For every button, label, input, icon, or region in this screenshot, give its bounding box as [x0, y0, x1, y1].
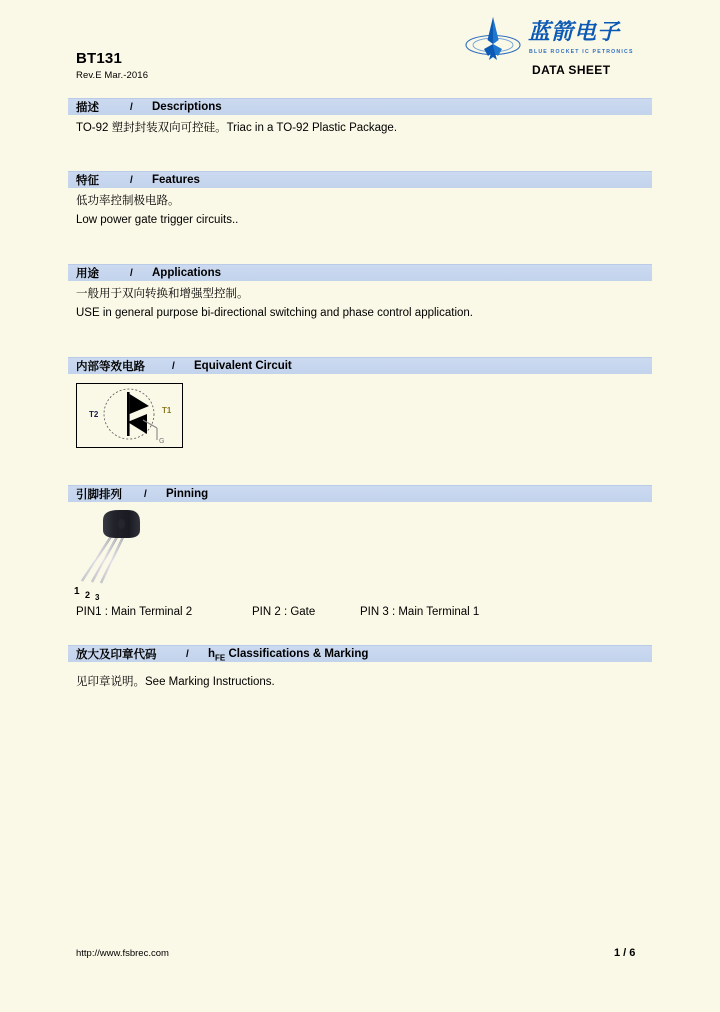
- pin3-description: PIN 3 : Main Terminal 1: [360, 606, 480, 618]
- lead-number-2: 2: [85, 590, 91, 600]
- svg-text:G: G: [159, 438, 165, 445]
- part-number: BT131: [76, 50, 123, 67]
- section-title-cn: 放大及印章代码: [76, 647, 157, 661]
- lead-number-1: 1: [74, 586, 80, 597]
- section-separator: /: [130, 268, 133, 279]
- section-title-en: Features: [152, 174, 200, 186]
- footer-url[interactable]: http://www.fsbrec.com: [76, 948, 169, 959]
- hfe-symbol-h: h: [208, 648, 216, 660]
- features-line-2: Low power gate trigger circuits..: [76, 214, 239, 226]
- section-header-pinning: [68, 485, 652, 502]
- hfe-title-rest: Classifications & Marking: [225, 648, 369, 660]
- company-name-en: BLUE ROCKET IC PETRONICS: [529, 49, 634, 55]
- company-logo-block: [454, 16, 654, 82]
- features-line-1: 低功率控制极电路。: [76, 195, 180, 207]
- section-title-en: Equivalent Circuit: [194, 360, 292, 372]
- pin2-description: PIN 2 : Gate: [252, 606, 316, 618]
- descriptions-line-1: TO-92 塑封封装双向可控硅。Triac in a TO-92 Plastic Package.: [76, 122, 398, 134]
- equivalent-circuit-diagram: [76, 383, 183, 448]
- svg-text:T1: T1: [162, 406, 172, 415]
- footer-page-number: 1 / 6: [614, 947, 636, 959]
- section-header-applications: [68, 264, 652, 281]
- lead-number-3: 3: [95, 593, 100, 602]
- section-title-cn: 引脚排列: [76, 487, 122, 501]
- section-title-en: [208, 647, 368, 665]
- applications-line-2: USE in general purpose bi-directional switching and phase control application.: [76, 307, 473, 319]
- section-title-en: Applications: [152, 267, 222, 279]
- section-separator: /: [186, 649, 189, 660]
- section-separator: /: [172, 361, 175, 372]
- svg-text:T2: T2: [89, 410, 99, 419]
- page-header: [0, 0, 720, 92]
- section-header-equivalent-circuit: [68, 357, 652, 374]
- to92-package-image: [72, 508, 178, 590]
- section-title-cn: 特征: [76, 173, 99, 187]
- hfe-line-1: 见印章说明。See Marking Instructions.: [76, 676, 275, 688]
- company-name-cn: 蓝箭电子: [528, 20, 621, 45]
- section-separator: /: [130, 102, 133, 113]
- rocket-orbit-icon: [462, 16, 524, 70]
- section-separator: /: [130, 175, 133, 186]
- section-title-en: Descriptions: [152, 101, 222, 113]
- section-header-features: [68, 171, 652, 188]
- hfe-symbol-sub: FE: [215, 653, 226, 663]
- section-title-en: Pinning: [166, 488, 209, 500]
- section-header-descriptions: [68, 98, 652, 115]
- data-sheet-label: DATA SHEET: [532, 63, 611, 77]
- applications-line-1: 一般用于双向转换和增强型控制。: [76, 288, 249, 300]
- section-header-hfe-classifications: [68, 645, 652, 662]
- revision-label: Rev.E Mar.-2016: [76, 70, 149, 81]
- section-title-cn: 描述: [76, 100, 99, 114]
- section-title-cn: 内部等效电路: [76, 359, 145, 373]
- section-separator: /: [144, 489, 147, 500]
- section-title-cn: 用途: [76, 266, 99, 280]
- pin1-description: PIN1 : Main Terminal 2: [76, 606, 193, 618]
